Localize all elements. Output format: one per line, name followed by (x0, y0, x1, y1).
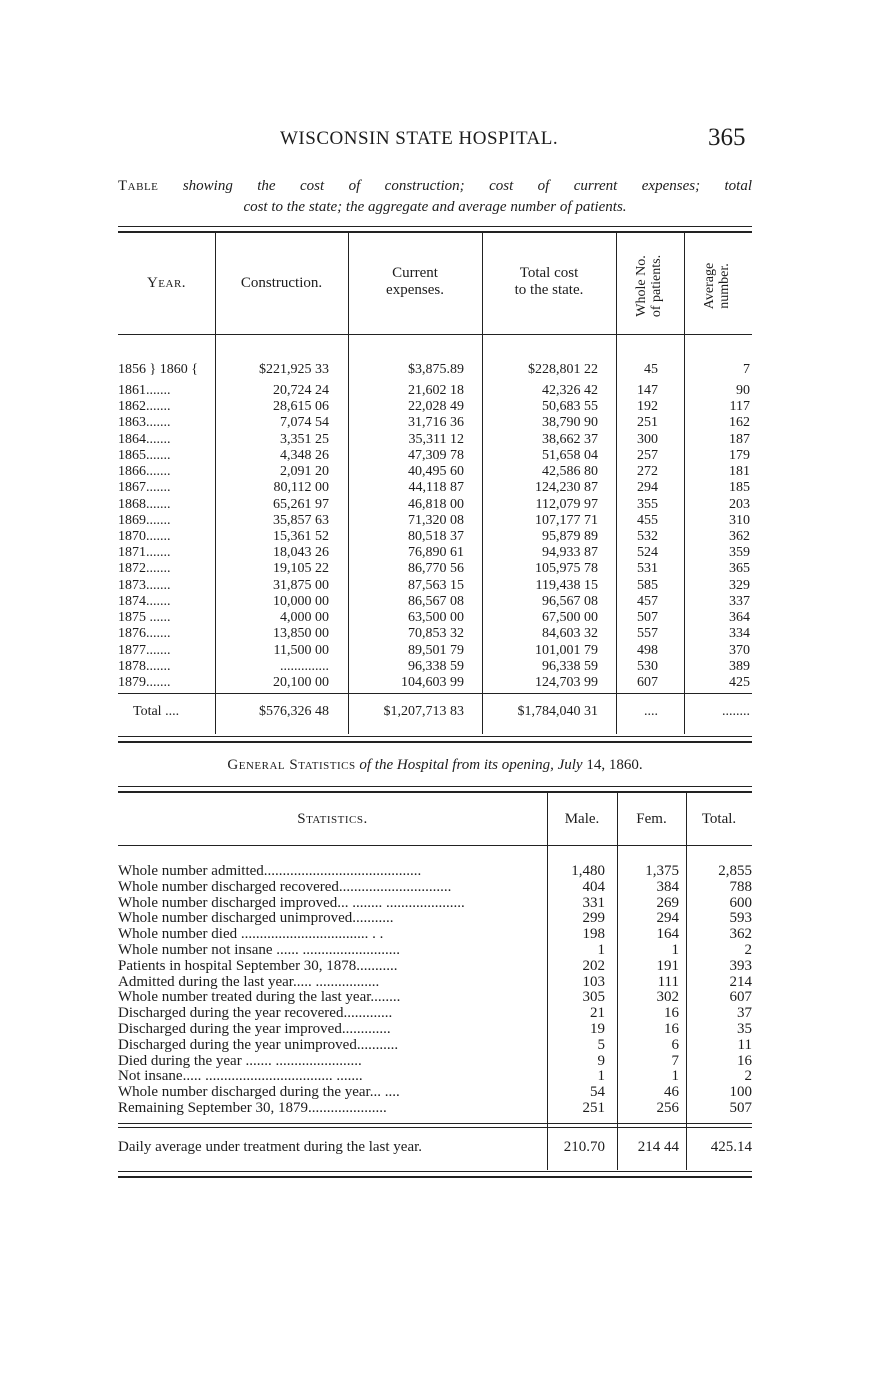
table-row (0, 448, 884, 463)
table-row (0, 943, 884, 958)
total-cost-cell: $228,801 22 (528, 362, 598, 377)
whole-patients-cell: 294 (637, 480, 658, 496)
total-whole: .... (644, 704, 658, 719)
male-cell: 299 (582, 910, 605, 927)
year-cell: 1861....... (118, 383, 171, 398)
construction-cell: 31,875 00 (273, 577, 329, 593)
average-number-cell: 329 (729, 577, 750, 593)
header-male: Male. (564, 811, 600, 827)
table-row (0, 594, 884, 609)
table2-title (118, 757, 752, 774)
whole-patients-cell: 272 (637, 464, 658, 480)
current-expenses-cell: 104,603 99 (401, 675, 464, 690)
current-expenses-cell: $3,875.89 (408, 362, 464, 377)
table1-caption-text: showing the cost of construction; cost of current expenses; total (182, 178, 752, 194)
table2-header-rule (118, 845, 752, 846)
average-number-cell: 362 (729, 529, 750, 544)
total-cost-cell: 38,662 37 (542, 431, 598, 447)
table-row (0, 545, 884, 560)
table-row (0, 927, 884, 942)
male-cell: 19 (590, 1021, 605, 1037)
total-cell: 16 (737, 1052, 752, 1069)
total-cell: 2 (744, 1068, 752, 1085)
table2-title-italic: of the Hospital from its opening, (359, 757, 554, 773)
female-cell: 46 (664, 1084, 679, 1101)
total-cost-cell: 101,001 79 (535, 642, 598, 658)
table-row (0, 399, 884, 414)
total-cost-cell: 119,438 15 (535, 577, 598, 593)
total-cost-cell: 96,338 59 (542, 658, 598, 674)
header-current-expenses (348, 265, 482, 299)
average-number-cell: 364 (729, 610, 750, 626)
table-row (0, 1101, 884, 1116)
current-expenses-cell: 44,118 87 (408, 480, 464, 496)
total-cost-cell: 84,603 32 (542, 626, 598, 642)
statistic-label: Whole number admitted.......................................... (118, 864, 422, 879)
whole-patients-cell: 531 (637, 561, 658, 577)
male-cell: 54 (590, 1084, 605, 1101)
table1-bottom-rule-thick (118, 741, 752, 743)
header-total-line2: to the state. (514, 282, 584, 298)
total-cost-cell: 67,500 00 (542, 610, 598, 626)
male-cell: 9 (597, 1052, 605, 1069)
whole-patients-cell: 557 (637, 626, 658, 642)
female-cell: 302 (656, 989, 679, 1006)
total-cell: 35 (737, 1021, 752, 1037)
total-cell: 37 (737, 1005, 752, 1022)
header-total: Total. (701, 811, 737, 827)
table2-bottom-rule-thin (118, 1171, 752, 1172)
header-whole-patients (634, 236, 666, 336)
current-expenses-cell: 63,500 00 (408, 610, 464, 626)
header-total-cost (482, 265, 616, 299)
header-average-line1: Average (702, 262, 717, 310)
whole-patients-cell: 455 (637, 512, 658, 528)
header-female: Fem. (636, 811, 667, 827)
whole-patients-cell: 607 (637, 675, 658, 690)
total-cell: 393 (729, 957, 752, 974)
construction-cell: 11,500 00 (273, 642, 329, 658)
statistic-label: Whole number discharged during the year... .... (118, 1085, 400, 1101)
female-cell: 6 (671, 1036, 679, 1053)
year-cell: 1863....... (118, 415, 171, 431)
table-row (0, 1085, 884, 1100)
total-cost-cell: 42,326 42 (542, 383, 598, 398)
header-statistics: Statistics. (297, 811, 368, 827)
average-number-cell: 187 (729, 431, 750, 447)
year-cell: 1865....... (118, 447, 171, 463)
header-average-number (702, 236, 734, 336)
whole-patients-cell: 532 (637, 529, 658, 544)
table2-daily-rule-thin2 (118, 1127, 752, 1128)
table-row (0, 911, 884, 926)
table-row (0, 626, 884, 641)
current-expenses-cell: 89,501 79 (408, 642, 464, 658)
table2-title-date-rest: 14, 1860. (586, 757, 643, 773)
construction-cell: 28,615 06 (273, 399, 329, 415)
female-cell: 256 (656, 1100, 679, 1116)
female-cell: 164 (656, 926, 679, 943)
daily-average-female: 214 44 (637, 1139, 679, 1155)
year-cell: 1877....... (118, 642, 171, 658)
table2-title-date-month: July (557, 757, 583, 773)
female-cell: 384 (656, 878, 679, 895)
total-cell: 607 (729, 989, 752, 1006)
daily-average-row (0, 1138, 884, 1156)
table1-top-rule-thin (118, 226, 752, 227)
construction-cell: 4,000 00 (280, 610, 329, 626)
male-cell: 5 (597, 1036, 605, 1053)
construction-cell: $221,925 33 (259, 362, 329, 377)
construction-cell: 2,091 20 (280, 464, 329, 480)
current-expenses-cell: 70,853 32 (408, 626, 464, 642)
current-expenses-cell: 71,320 08 (408, 512, 464, 528)
current-expenses-cell: 22,028 49 (408, 399, 464, 415)
year-cell: 1874....... (118, 593, 171, 609)
table-row (0, 959, 884, 974)
average-number-cell: 370 (729, 642, 750, 658)
table-row (0, 383, 884, 398)
statistic-label: Patients in hospital September 30, 1878........... (118, 958, 398, 974)
year-cell: 1878....... (118, 658, 171, 674)
header-current-line1: Current (392, 265, 438, 281)
total-label: Total .... (133, 704, 180, 719)
male-cell: 1,480 (571, 863, 605, 879)
total-cell: 600 (729, 894, 752, 911)
male-cell: 331 (582, 894, 605, 911)
table-row (0, 1006, 884, 1021)
table-row (0, 356, 884, 377)
total-cell: 100 (729, 1084, 752, 1101)
total-cost-cell: 96,567 08 (542, 593, 598, 609)
statistic-label: Whole number discharged improved... ........ ..................... (118, 895, 465, 911)
header-average-line2: number. (717, 263, 732, 309)
total-cost-cell: 51,658 04 (542, 447, 598, 463)
page-number: 365 (708, 124, 746, 151)
table-row (0, 975, 884, 990)
table-row (0, 896, 884, 911)
statistic-label: Admitted during the last year..... ................. (118, 974, 380, 990)
statistic-label: Discharged during the year improved............. (118, 1022, 391, 1037)
current-expenses-cell: 47,309 78 (408, 447, 464, 463)
construction-cell: 80,112 00 (273, 480, 329, 496)
table-row (0, 432, 884, 447)
current-expenses-cell: 46,818 00 (408, 496, 464, 512)
table-row (0, 464, 884, 479)
table-row (0, 497, 884, 512)
table2-title-lead: General Statistics (227, 757, 356, 773)
male-cell: 404 (582, 878, 605, 895)
construction-cell: 19,105 22 (273, 561, 329, 577)
whole-patients-cell: 507 (637, 610, 658, 626)
whole-patients-cell: 251 (637, 415, 658, 431)
total-cost-cell: 50,683 55 (542, 399, 598, 415)
total-cost-cell: 42,586 80 (542, 464, 598, 480)
total-cell: 11 (737, 1036, 752, 1053)
total-cell: 788 (729, 878, 752, 895)
table-row (0, 513, 884, 528)
total-construction: $576,326 48 (259, 704, 329, 719)
year-cell: 1869....... (118, 512, 171, 528)
construction-cell: 4,348 26 (280, 447, 329, 463)
current-expenses-cell: 87,563 15 (408, 577, 464, 593)
year-cell: 1866....... (118, 464, 171, 480)
table-row (0, 1054, 884, 1069)
average-number-cell: 90 (736, 383, 750, 398)
current-expenses-cell: 31,716 36 (408, 415, 464, 431)
female-cell: 1 (671, 1068, 679, 1085)
male-cell: 1 (597, 942, 605, 958)
female-cell: 7 (671, 1052, 679, 1069)
whole-patients-cell: 300 (637, 431, 658, 447)
average-number-cell: 203 (729, 496, 750, 512)
female-cell: 191 (656, 957, 679, 974)
table-row (0, 864, 884, 879)
table1-total-row (0, 704, 884, 719)
current-expenses-cell: 86,567 08 (408, 593, 464, 609)
whole-patients-cell: 45 (644, 362, 658, 377)
average-number-cell: 181 (729, 464, 750, 480)
construction-cell: 35,857 63 (273, 512, 329, 528)
year-cell: 1879....... (118, 675, 171, 690)
construction-cell: 10,000 00 (273, 593, 329, 609)
header-current-line2: expenses. (386, 282, 444, 298)
year-cell: 1862....... (118, 399, 171, 415)
table1-caption-line2: cost to the state; the aggregate and average number of patients. (243, 199, 627, 215)
daily-average-label: Daily average under treatment during the last year. (118, 1139, 423, 1155)
male-cell: 1 (597, 1068, 605, 1085)
whole-patients-cell: 147 (637, 383, 658, 398)
whole-patients-cell: 524 (637, 545, 658, 561)
table-row (0, 675, 884, 690)
header-whole-line1: Whole No. (634, 255, 649, 317)
year-cell: 1871....... (118, 545, 171, 561)
total-cell: 2 (744, 942, 752, 958)
statistic-label: Discharged during the year recovered............. (118, 1006, 393, 1022)
year-cell: 1870....... (118, 529, 171, 544)
construction-cell: 15,361 52 (273, 529, 329, 544)
total-cost-cell: 95,879 89 (542, 529, 598, 544)
table-row (0, 561, 884, 576)
average-number-cell: 7 (743, 362, 750, 377)
table2-bottom-rule-thick (118, 1176, 752, 1178)
table-row (0, 659, 884, 674)
statistic-label: Died during the year ....... ....................... (118, 1053, 362, 1069)
whole-patients-cell: 192 (637, 399, 658, 415)
statistic-label: Whole number died .................................. . . (118, 927, 384, 943)
total-average: ........ (722, 704, 750, 719)
total-current: $1,207,713 83 (383, 704, 464, 719)
daily-average-male: 210.70 (563, 1139, 605, 1155)
average-number-cell: 337 (729, 593, 750, 609)
table2-daily-rule-thin (118, 1123, 752, 1124)
table-row (0, 1038, 884, 1053)
whole-patients-cell: 355 (637, 496, 658, 512)
total-cost-cell: 38,790 90 (542, 415, 598, 431)
female-cell: 16 (664, 1021, 679, 1037)
table-row (0, 578, 884, 593)
total-cost-cell: 107,177 71 (535, 512, 598, 528)
total-cost-cell: 94,933 87 (542, 545, 598, 561)
header-total-line1: Total cost (519, 265, 579, 281)
whole-patients-cell: 498 (637, 642, 658, 658)
average-number-cell: 334 (729, 626, 750, 642)
male-cell: 198 (582, 926, 605, 943)
statistic-label: Discharged during the year unimproved........... (118, 1037, 399, 1053)
whole-patients-cell: 257 (637, 447, 658, 463)
average-number-cell: 365 (729, 561, 750, 577)
female-cell: 1,375 (645, 863, 679, 879)
total-cell: 362 (729, 926, 752, 943)
table1-caption-line1 (118, 176, 752, 196)
year-cell: 1872....... (118, 561, 171, 577)
current-expenses-cell: 96,338 59 (408, 658, 464, 674)
table-row (0, 880, 884, 895)
statistic-label: Whole number treated during the last year........ (118, 990, 401, 1006)
current-expenses-cell: 86,770 56 (408, 561, 464, 577)
average-number-cell: 185 (729, 480, 750, 496)
total-cell: 593 (729, 910, 752, 927)
male-cell: 21 (590, 1005, 605, 1022)
total-cell: 2,855 (718, 863, 752, 879)
table2-top-rule-thin (118, 786, 752, 787)
total-cost-cell: 124,230 87 (535, 480, 598, 496)
table1-caption-lead: Table (118, 178, 159, 194)
construction-cell: 20,100 00 (273, 675, 329, 690)
table-row (0, 990, 884, 1005)
average-number-cell: 162 (729, 415, 750, 431)
whole-patients-cell: 585 (637, 577, 658, 593)
daily-average-total: 425.14 (710, 1139, 752, 1155)
header-whole-line2: of patients. (649, 254, 664, 318)
total-cell: 507 (729, 1100, 752, 1116)
table-row (0, 480, 884, 495)
female-cell: 16 (664, 1005, 679, 1022)
year-cell: 1856 } 1860 { (118, 362, 198, 377)
construction-cell: 20,724 24 (273, 383, 329, 398)
statistic-label: Remaining September 30, 1879..................... (118, 1101, 387, 1116)
female-cell: 1 (671, 942, 679, 958)
table-row (0, 529, 884, 544)
construction-cell: .............. (280, 658, 329, 674)
male-cell: 103 (582, 973, 605, 990)
male-cell: 305 (582, 989, 605, 1006)
statistic-label: Whole number discharged recovered.............................. (118, 879, 452, 895)
table-row (0, 643, 884, 658)
table1-bottom-rule-thin (118, 736, 752, 737)
whole-patients-cell: 530 (637, 658, 658, 674)
current-expenses-cell: 40,495 60 (408, 464, 464, 480)
total-cost-cell: 124,703 99 (535, 675, 598, 690)
current-expenses-cell: 80,518 37 (408, 529, 464, 544)
construction-cell: 3,351 25 (280, 431, 329, 447)
construction-cell: 7,074 54 (280, 415, 329, 431)
table-row (0, 610, 884, 625)
table1-top-rule-thick (118, 231, 752, 233)
statistic-label: Whole number discharged unimproved........... (118, 911, 394, 927)
current-expenses-cell: 21,602 18 (408, 383, 464, 398)
female-cell: 294 (656, 910, 679, 927)
male-cell: 202 (582, 957, 605, 974)
statistic-label: Not insane..... .................................. ....... (118, 1069, 363, 1085)
average-number-cell: 425 (729, 675, 750, 690)
average-number-cell: 310 (729, 512, 750, 528)
table-row (0, 1022, 884, 1037)
running-title: WISCONSIN STATE HOSPITAL. (280, 128, 559, 149)
table1-total-rule (118, 693, 752, 694)
male-cell: 251 (582, 1100, 605, 1116)
construction-cell: 13,850 00 (273, 626, 329, 642)
current-expenses-cell: 35,311 12 (408, 431, 464, 447)
construction-cell: 18,043 26 (273, 545, 329, 561)
average-number-cell: 389 (729, 658, 750, 674)
average-number-cell: 179 (729, 447, 750, 463)
total-total: $1,784,040 31 (517, 704, 598, 719)
average-number-cell: 359 (729, 545, 750, 561)
table-row (0, 415, 884, 430)
header-year: Year. (146, 275, 187, 291)
average-number-cell: 117 (729, 399, 750, 415)
year-cell: 1876....... (118, 626, 171, 642)
table-row (0, 1069, 884, 1084)
whole-patients-cell: 457 (637, 593, 658, 609)
year-cell: 1867....... (118, 480, 171, 496)
year-cell: 1864....... (118, 431, 171, 447)
construction-cell: 65,261 97 (273, 496, 329, 512)
female-cell: 269 (656, 894, 679, 911)
total-cost-cell: 105,975 78 (535, 561, 598, 577)
year-cell: 1875 ...... (118, 610, 171, 626)
table2-top-rule-thick (118, 791, 752, 793)
total-cost-cell: 112,079 97 (535, 496, 598, 512)
female-cell: 111 (657, 973, 679, 990)
header-construction: Construction. (240, 275, 323, 291)
statistic-label: Whole number not insane ...... .......................... (118, 943, 401, 958)
year-cell: 1873....... (118, 577, 171, 593)
total-cell: 214 (729, 973, 752, 990)
year-cell: 1868....... (118, 496, 171, 512)
current-expenses-cell: 76,890 61 (408, 545, 464, 561)
